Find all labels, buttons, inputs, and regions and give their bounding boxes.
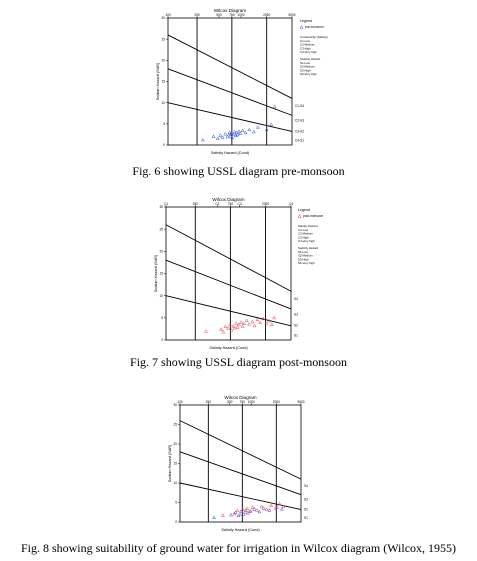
region-label: S2 bbox=[304, 507, 308, 512]
top-tick-label: 750 bbox=[227, 202, 234, 207]
class-note: C3-High bbox=[298, 235, 309, 240]
region-label: C4-S1 bbox=[295, 138, 305, 143]
data-point bbox=[244, 511, 247, 514]
wilcox-chart-8 bbox=[0, 388, 477, 536]
data-point bbox=[224, 325, 227, 328]
class-note: Sodicity Hazard bbox=[298, 246, 319, 250]
top-tick-label: 1000 bbox=[237, 13, 245, 18]
sar-tick-label: 15 bbox=[173, 461, 177, 466]
top-tick-label: 500 bbox=[227, 400, 233, 405]
y-axis-label: Sodium Hazard (SAR) bbox=[154, 254, 158, 293]
sodium-class-line bbox=[168, 103, 292, 132]
sar-tick-label: 25 bbox=[173, 422, 177, 427]
region-label: S1 bbox=[304, 515, 308, 520]
class-note: C4-Very high bbox=[300, 50, 317, 55]
top-tick-label: C3 bbox=[237, 202, 242, 207]
sar-tick-label: 5 bbox=[175, 500, 177, 505]
class-note: C1-Low bbox=[298, 227, 308, 232]
sar-tick-label: 20 bbox=[159, 249, 163, 254]
legend-title: Legend bbox=[300, 19, 312, 23]
class-note: S2-Medium bbox=[300, 64, 315, 69]
data-point bbox=[241, 129, 244, 132]
data-point bbox=[205, 330, 208, 333]
data-point bbox=[233, 130, 236, 133]
data-point bbox=[251, 320, 254, 323]
class-note: C3-High bbox=[300, 46, 311, 51]
figure-7-caption: Fig. 7 showing USSL diagram post-monsoon bbox=[130, 355, 347, 369]
class-note: C2-Medium bbox=[298, 231, 313, 236]
sar-tick-label: 5 bbox=[163, 122, 165, 127]
data-point bbox=[245, 319, 248, 322]
class-note: Sodicity Hazard bbox=[300, 57, 321, 61]
sar-tick-label: 30 bbox=[159, 205, 163, 210]
data-point bbox=[248, 128, 251, 131]
class-note: S1-Low bbox=[298, 249, 308, 254]
data-point bbox=[216, 137, 219, 140]
legend-marker bbox=[300, 26, 303, 29]
sar-tick-label: 10 bbox=[161, 100, 165, 105]
top-tick-label: C1 bbox=[163, 202, 169, 207]
data-point bbox=[244, 131, 247, 134]
legend-title: Legend bbox=[298, 208, 310, 212]
sar-tick-label: 30 bbox=[161, 16, 165, 21]
data-point bbox=[270, 323, 273, 326]
top-tick-label: 100 bbox=[165, 13, 171, 18]
data-point bbox=[253, 324, 256, 327]
region-label: C1-S4 bbox=[295, 103, 305, 108]
data-point bbox=[201, 138, 204, 141]
data-point bbox=[219, 134, 222, 137]
x-axis-label: Salinity Hazard (Cond) bbox=[221, 528, 260, 532]
sar-tick-label: 5 bbox=[161, 316, 163, 321]
data-point bbox=[268, 509, 271, 512]
class-note: S1-Low bbox=[300, 60, 310, 65]
data-point bbox=[221, 514, 224, 517]
region-label: S4 bbox=[294, 297, 298, 302]
data-point bbox=[273, 316, 276, 319]
class-note: S3-High bbox=[300, 68, 311, 73]
legend-marker bbox=[298, 215, 301, 218]
top-tick-label: 750 bbox=[229, 13, 235, 18]
data-point bbox=[256, 126, 259, 129]
sar-tick-label: 0 bbox=[163, 143, 165, 148]
class-note: C2-Medium bbox=[300, 42, 315, 47]
class-note: C4-Very high bbox=[298, 239, 315, 244]
sar-tick-label: 30 bbox=[173, 403, 177, 408]
data-point bbox=[270, 123, 273, 126]
sodium-class-line bbox=[180, 483, 301, 510]
top-tick-label: C2 bbox=[215, 202, 220, 207]
figure-7 bbox=[0, 195, 477, 375]
class-note: Salinity Hazard bbox=[298, 224, 318, 228]
region-label: S4 bbox=[304, 483, 308, 488]
data-point bbox=[252, 130, 255, 133]
data-point bbox=[236, 326, 239, 329]
sar-tick-label: 0 bbox=[161, 338, 163, 343]
data-point bbox=[235, 322, 238, 325]
sodium-class-line bbox=[180, 452, 301, 495]
figure-8-caption: Fig. 8 showing suitability of ground water for irrigation in Wilcox diagram (Wilcox, 1955) bbox=[20, 541, 457, 555]
chart-title: Wilcox Diagram bbox=[224, 395, 257, 400]
top-tick-label: 100 bbox=[177, 400, 183, 405]
sar-tick-label: 10 bbox=[173, 481, 177, 486]
class-note: S4-Very high bbox=[300, 72, 317, 77]
top-tick-label: 5000 bbox=[288, 13, 296, 18]
data-point bbox=[240, 321, 243, 324]
top-tick-label: 750 bbox=[239, 400, 245, 405]
figure-6 bbox=[0, 0, 477, 185]
class-note: S4-Very high bbox=[298, 261, 315, 266]
sar-tick-label: 20 bbox=[173, 442, 177, 447]
sodium-class-line bbox=[168, 35, 292, 99]
data-point bbox=[224, 132, 227, 135]
top-tick-label: 250 bbox=[205, 400, 212, 405]
data-point bbox=[212, 516, 215, 519]
class-note: S2-Medium bbox=[298, 253, 313, 258]
data-point bbox=[227, 327, 230, 330]
sodium-class-line bbox=[180, 421, 301, 480]
data-point bbox=[243, 322, 246, 325]
figure-8 bbox=[0, 388, 477, 561]
legend-item: pre-monsoon bbox=[305, 25, 324, 29]
sodium-class-line bbox=[166, 260, 291, 309]
sar-tick-label: 0 bbox=[175, 520, 177, 525]
top-tick-label: 2250 bbox=[272, 400, 280, 405]
sodium-class-line bbox=[168, 69, 292, 116]
data-point bbox=[265, 508, 268, 511]
plot-frame bbox=[168, 18, 292, 145]
region-label: S3 bbox=[294, 312, 298, 317]
region-label: S3 bbox=[304, 497, 308, 502]
top-tick-label: 2250 bbox=[263, 13, 271, 18]
data-point bbox=[222, 330, 225, 333]
top-tick-label: 250 bbox=[192, 202, 198, 207]
sar-tick-label: 15 bbox=[159, 271, 163, 276]
data-point bbox=[239, 513, 242, 516]
data-point bbox=[259, 321, 262, 324]
region-label: C2-S3 bbox=[295, 118, 305, 123]
data-point bbox=[260, 505, 263, 508]
chart-title: Wilcox Diagram bbox=[213, 8, 247, 13]
class-note: S3-High bbox=[298, 257, 309, 262]
top-tick-label: 250 bbox=[194, 13, 200, 18]
data-point bbox=[236, 509, 239, 512]
data-point bbox=[246, 507, 249, 510]
data-point bbox=[248, 322, 251, 325]
region-label: S2 bbox=[294, 323, 298, 328]
data-point bbox=[273, 105, 276, 108]
data-point bbox=[220, 328, 223, 331]
y-axis-label: Sodium Hazard (SAR) bbox=[156, 62, 160, 101]
data-point bbox=[241, 325, 244, 328]
region-label: C3-S2 bbox=[295, 129, 305, 134]
class-note: C1-Low bbox=[300, 38, 310, 43]
sar-tick-label: 25 bbox=[161, 37, 165, 42]
data-point bbox=[233, 326, 236, 329]
sar-tick-label: 20 bbox=[161, 58, 165, 63]
top-tick-label: C4 bbox=[288, 202, 294, 207]
plot-frame bbox=[166, 207, 291, 340]
top-tick-label: 500 bbox=[216, 13, 222, 18]
sodium-class-line bbox=[166, 225, 291, 292]
chart-title: Wilcox Diagram bbox=[212, 197, 245, 202]
x-axis-label: Salinity Hazard (Cond) bbox=[209, 346, 248, 350]
data-point bbox=[212, 135, 215, 138]
figure-6-caption: Fig. 6 showing USSL diagram pre-monsoon bbox=[132, 164, 345, 178]
sar-tick-label: 10 bbox=[159, 293, 163, 298]
x-axis-label: Salinity Hazard (Cond) bbox=[210, 151, 250, 155]
data-point bbox=[229, 513, 232, 516]
wilcox-chart-7 bbox=[0, 195, 477, 350]
wilcox-chart-6 bbox=[0, 0, 477, 160]
class-note: Conductivity (Salinity) bbox=[300, 35, 328, 39]
y-axis-label: Sodium Hazard (SAR) bbox=[168, 444, 172, 483]
region-label: S1 bbox=[294, 333, 298, 338]
data-point bbox=[251, 506, 254, 509]
top-tick-label: 2250 bbox=[261, 202, 270, 207]
sodium-class-line bbox=[166, 296, 291, 326]
plot-frame bbox=[180, 405, 301, 522]
sar-tick-label: 25 bbox=[159, 227, 163, 232]
sar-tick-label: 15 bbox=[161, 79, 165, 84]
top-tick-label: 5000 bbox=[297, 400, 305, 405]
legend-item: post-monsoon bbox=[303, 214, 324, 218]
top-tick-label: 1000 bbox=[247, 400, 255, 405]
data-point bbox=[270, 504, 273, 507]
